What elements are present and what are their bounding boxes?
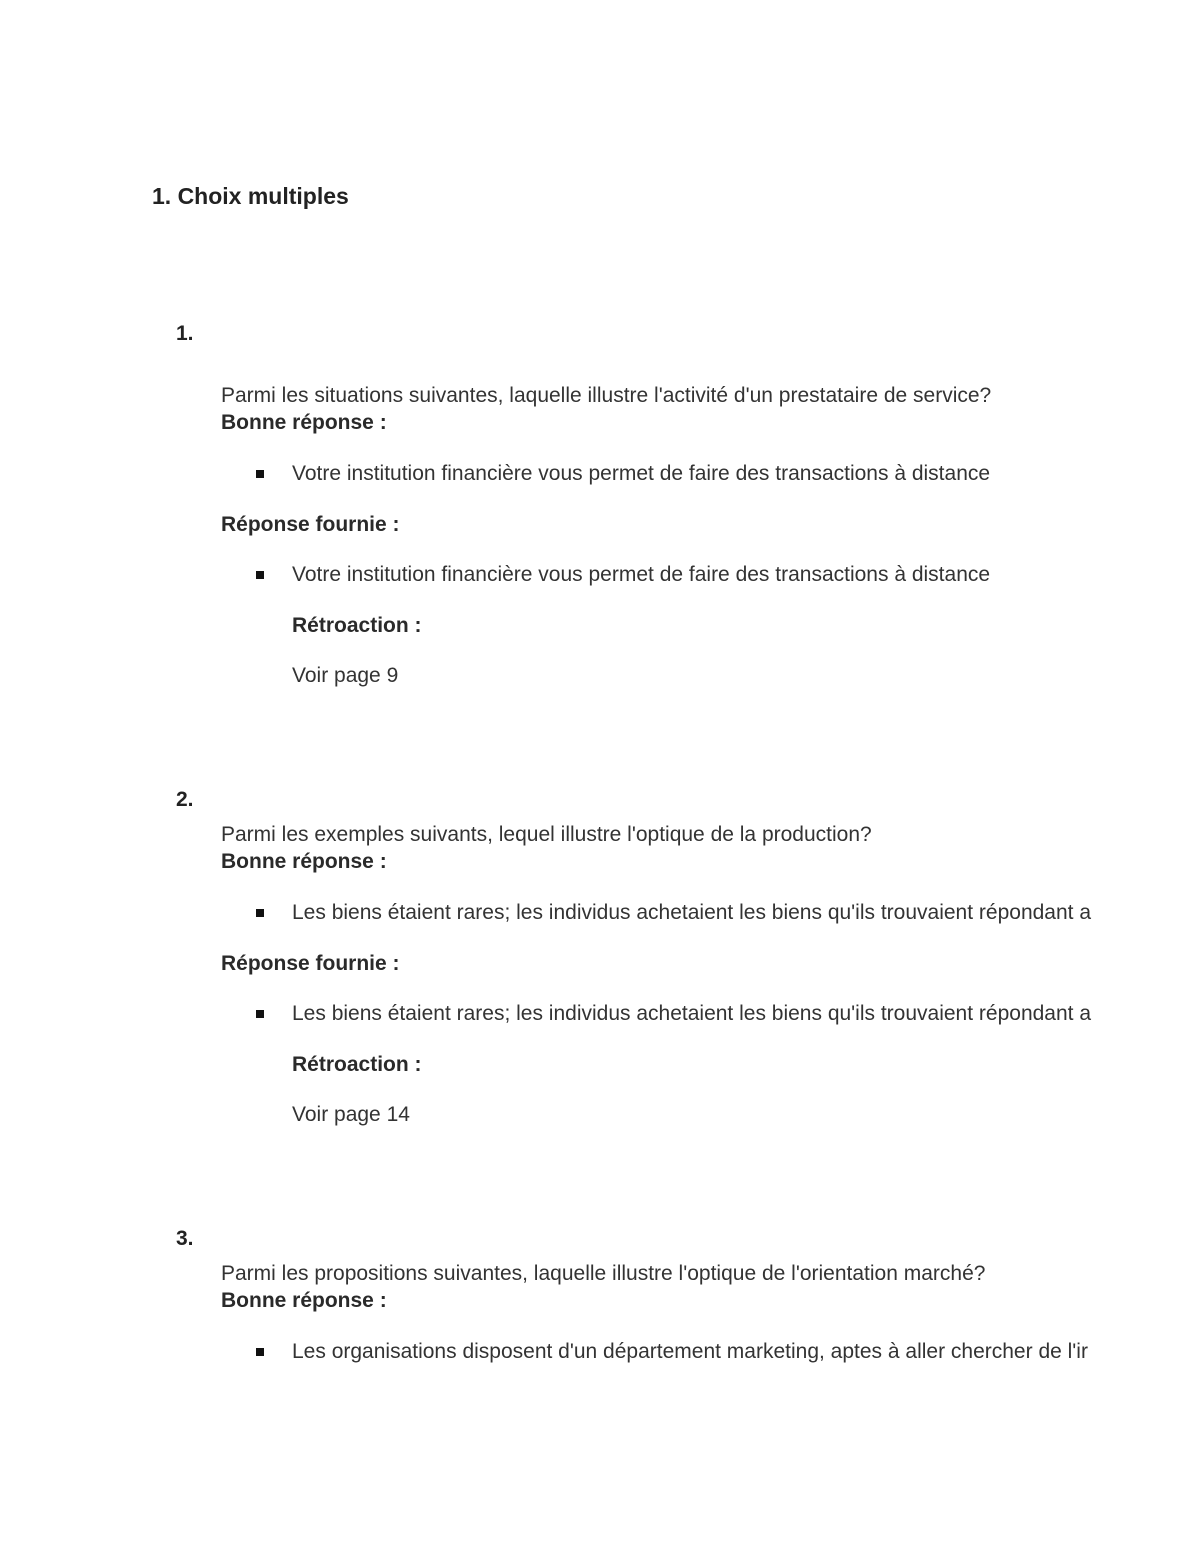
feedback-text: Voir page 9 — [292, 664, 399, 687]
correct-answer — [256, 901, 1091, 925]
correct-answer-label: Bonne réponse : — [221, 411, 387, 434]
given-answer-label: Réponse fournie : — [221, 952, 400, 975]
square-bullet-icon — [256, 909, 264, 917]
given-answer-label: Réponse fournie : — [221, 513, 400, 536]
question-item — [0, 1227, 1200, 1553]
correct-answer-text: Les organisations disposent d'un département marketing, aptes à aller chercher de l'ir — [292, 1340, 1088, 1363]
given-answer-text: Votre institution financière vous permet de faire des transactions à distance — [292, 563, 991, 586]
question-text: Parmi les exemples suivants, lequel illustre l'optique de la production? — [221, 823, 872, 846]
correct-answer-label: Bonne réponse : — [221, 850, 387, 873]
question-number: 1. — [176, 322, 194, 345]
given-answer — [256, 563, 990, 587]
square-bullet-icon — [256, 470, 264, 478]
question-text: Parmi les propositions suivantes, laquelle illustre l'optique de l'orientation marché? — [221, 1262, 986, 1285]
question-text: Parmi les situations suivantes, laquelle illustre l'activité d'un prestataire de service? — [221, 384, 992, 407]
correct-answer-text: Les biens étaient rares; les individus achetaient les biens qu'ils trouvaient répondant a — [292, 901, 1092, 924]
section-title: 1. Choix multiples — [152, 183, 349, 209]
correct-answer — [256, 462, 990, 486]
feedback-text: Voir page 14 — [292, 1103, 410, 1126]
feedback-label: Rétroaction : — [292, 1053, 422, 1076]
square-bullet-icon — [256, 571, 264, 579]
square-bullet-icon — [256, 1010, 264, 1018]
question-number: 3. — [176, 1227, 194, 1250]
question-item — [0, 322, 1200, 742]
question-number: 2. — [176, 788, 194, 811]
correct-answer-label: Bonne réponse : — [221, 1289, 387, 1312]
square-bullet-icon — [256, 1348, 264, 1356]
question-item — [0, 788, 1200, 1208]
correct-answer — [256, 1340, 1088, 1364]
given-answer-text: Les biens étaient rares; les individus achetaient les biens qu'ils trouvaient répondant a — [292, 1002, 1092, 1025]
feedback-label: Rétroaction : — [292, 614, 422, 637]
given-answer — [256, 1002, 1091, 1026]
correct-answer-text: Votre institution financière vous permet de faire des transactions à distance — [292, 462, 991, 485]
